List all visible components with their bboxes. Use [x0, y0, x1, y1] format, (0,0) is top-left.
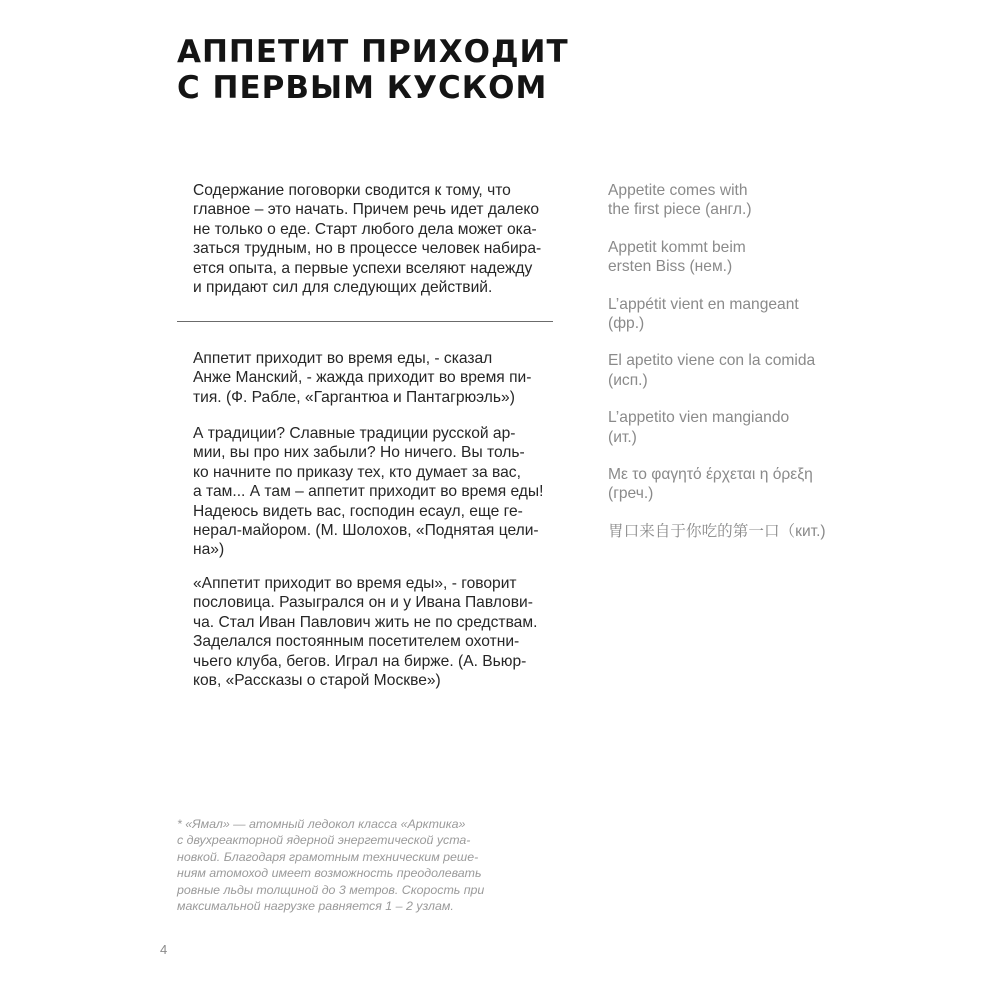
- page-number: 4: [160, 942, 168, 957]
- quote-line: на»): [193, 541, 225, 559]
- quote-line: Анже Манский, - жажда приходит во время пи-: [193, 369, 532, 387]
- quote-line: тия. (Ф. Рабле, «Гаргантюа и Пантагрюэль»): [193, 388, 515, 406]
- quote-sholokhov: [177, 424, 553, 560]
- intro-line: не только о еде. Старт любого дела может ока-: [193, 220, 537, 238]
- translation-french: L’appétit vient en mangeant (фр.): [608, 295, 799, 333]
- footnote-line: ровные льды толщиной до 3 метров. Скорость при: [177, 882, 485, 897]
- quote-rabelais: [177, 349, 553, 407]
- translation-italian: L’appetito vien mangiando (ит.): [608, 409, 790, 446]
- footnote-line: максимальной нагрузке равняется 1 – 2 узлам.: [177, 899, 454, 914]
- quote-line: Заделался постоянным посетителем охотни-: [193, 633, 520, 651]
- translation-chinese: 胃口来自于你吃的第一口（кит.): [608, 522, 826, 540]
- intro-line: и придают сил для следующих действий.: [193, 279, 493, 297]
- quote-line: ча. Стал Иван Павлович жить не по средствам.: [193, 613, 538, 631]
- footnote-line: новкой. Благодаря грамотным техническим реше-: [177, 849, 479, 864]
- footnote-line: с двухреакторной ядерной энергетической уста-: [177, 833, 471, 848]
- intro-line: заться трудным, но в процессе человек набира-: [193, 240, 542, 258]
- translation-english: Appetite comes with the first piece (англ.): [608, 182, 752, 219]
- intro-line: главное – это начать. Причем речь идет далеко: [193, 201, 540, 219]
- quote-line: мии, вы про них забыли? Но ничего. Вы толь-: [193, 444, 525, 462]
- quote-line: а там... А там – аппетит приходит во время еды!: [193, 483, 544, 501]
- quote-line: нерал-майором. (М. Шолохов, «Поднятая цели-: [193, 522, 539, 540]
- quote-line: «Аппетит приходит во время еды», - говорит: [193, 575, 517, 592]
- intro-paragraph: [177, 181, 553, 297]
- intro-line: ется опыта, а первые успехи вселяют надежду: [193, 259, 533, 277]
- quote-line: Надеюсь видеть вас, господин есаул, еще ге-: [193, 502, 523, 520]
- quote-vyurkov: [177, 574, 553, 690]
- quote-line: пословица. Разыгрался он и у Ивана Павлови-: [193, 594, 533, 612]
- quote-line: Аппетит приходит во время еды, - сказал: [193, 350, 493, 367]
- translation-spanish: El apetito viene con la comida (исп.): [608, 352, 816, 389]
- footnote: [177, 816, 557, 914]
- footnote-line: ниям атомоход имеет возможность преодолевать: [177, 866, 482, 881]
- footnote-line: * «Ямал» — атомный ледокол класса «Арктика»: [177, 817, 466, 831]
- page-title: [177, 34, 677, 106]
- translations-column: [608, 181, 888, 559]
- intro-line: Содержание поговорки сводится к тому, что: [193, 182, 511, 199]
- translation-greek: Με το φαγητό έρχεται η όρεξη (греч.): [608, 466, 813, 503]
- quote-line: А традиции? Славные традиции русской ар-: [193, 425, 516, 442]
- quote-line: ко начните по приказу тех, кто думает за вас,: [193, 463, 521, 481]
- quote-line: ков, «Рассказы о старой Москве»): [193, 672, 441, 690]
- page-title-line-1: АППЕТИТ ПРИХОДИТ: [177, 34, 569, 70]
- quote-line: чьего клуба, бегов. Играл на бирже. (А. Вьюр-: [193, 652, 527, 670]
- page-title-line-2: С ПЕРВЫМ КУСКОМ: [177, 70, 548, 106]
- section-divider: [177, 321, 553, 322]
- translation-german: Appetit kommt beim ersten Biss (нем.): [608, 238, 746, 276]
